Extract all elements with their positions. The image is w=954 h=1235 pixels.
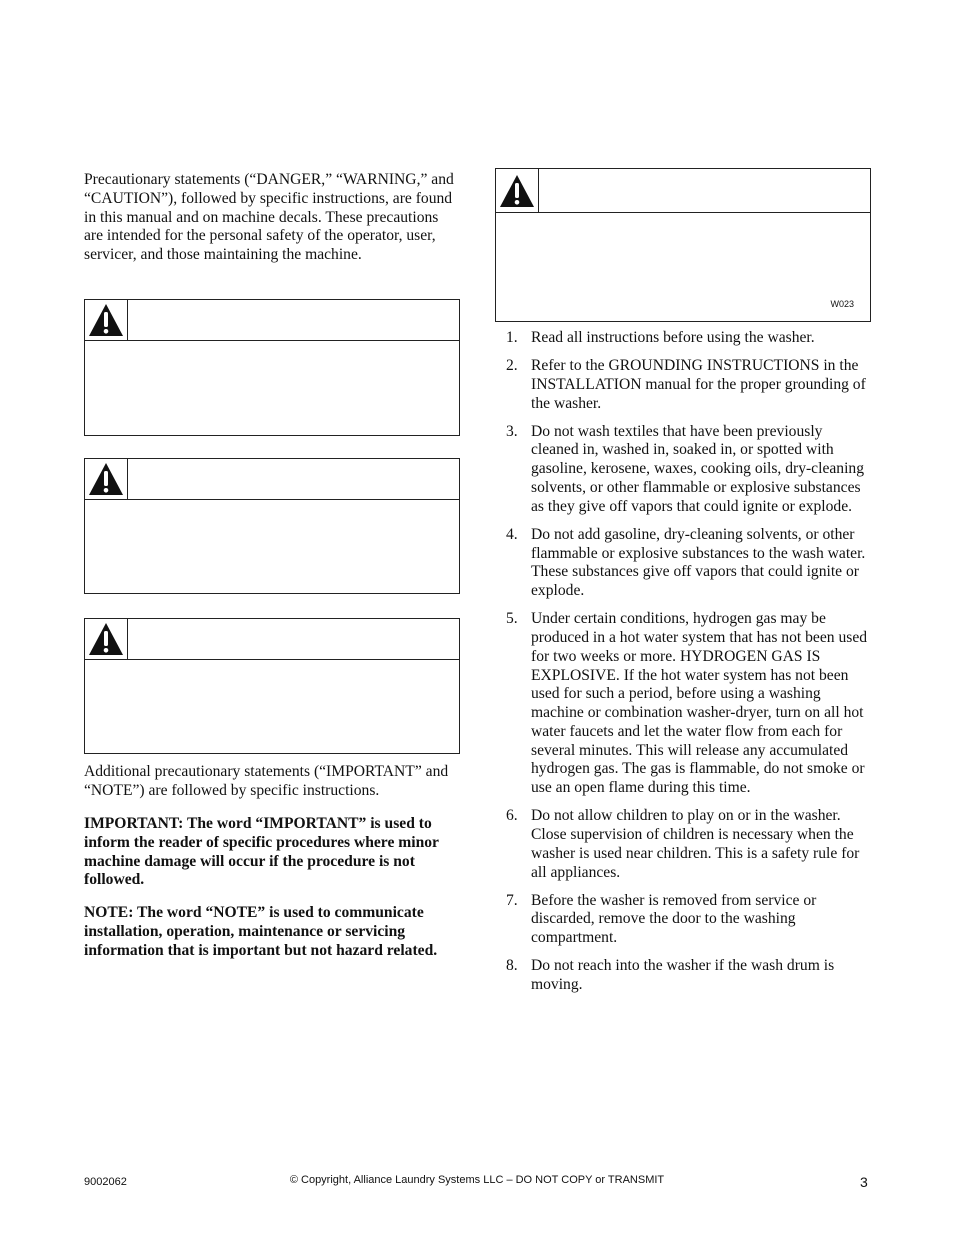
warning-triangle-icon xyxy=(85,459,128,499)
safety-box-header xyxy=(496,169,870,213)
list-item xyxy=(496,957,870,995)
list-item-text: Do not reach into the washer if the wash drum is moving. xyxy=(531,957,835,994)
list-item-number: 4. xyxy=(506,525,518,543)
list-item-text: Read all instructions before using the washer. xyxy=(531,329,815,346)
list-item-text: Do not wash textiles that have been previously cleaned in, washed in, soaked in, or spotted with gasoline, kerosene, waxes, cooking oils, dry-cleaning solvents, or other flammable or explosive substances as they give off vapors that could ignite or explode. xyxy=(531,422,865,515)
safety-box-2 xyxy=(84,458,460,594)
warning-triangle-icon xyxy=(496,169,539,212)
list-item-text: Do not add gasoline, dry-cleaning solvents, or other flammable or explosive substances to the wash water. These substances give off vapors that could ignite or explode. xyxy=(531,525,866,600)
list-item xyxy=(496,892,870,948)
list-item-number: 2. xyxy=(506,356,518,374)
list-item xyxy=(496,610,870,798)
footer-copyright: © Copyright, Alliance Laundry Systems LLC – DO NOT COPY or TRANSMIT xyxy=(289,1174,665,1186)
safety-box-header xyxy=(85,619,459,660)
note-paragraph: NOTE: The word “NOTE” is used to communicate installation, operation, maintenance or servicing information that is important but not hazard related. xyxy=(84,904,438,959)
list-item-number: 3. xyxy=(506,422,518,440)
safety-box-header xyxy=(85,300,459,341)
safety-box-1 xyxy=(84,299,460,436)
safety-instructions-list xyxy=(496,329,870,1004)
intro-paragraph: Precautionary statements (“DANGER,” “WARNING,” and “CAUTION”), followed by specific instructions, are found in this manual and on machine decals. These precautions are intended for the personal safety of the operator, user, servicer, and those maintaining the machine. xyxy=(84,171,454,264)
list-item-number: 7. xyxy=(506,891,518,909)
safety-box-3 xyxy=(84,618,460,754)
footer-page-number: 3 xyxy=(860,1174,868,1190)
list-item-text: Before the washer is removed from service or discarded, remove the door to the washing compartment. xyxy=(531,891,817,947)
list-item-number: 1. xyxy=(506,329,518,346)
list-item-number: 8. xyxy=(506,957,518,975)
list-item xyxy=(496,526,870,601)
list-item xyxy=(496,423,870,517)
safety-box-4 xyxy=(495,168,871,322)
list-item-number: 5. xyxy=(506,610,518,628)
list-item-number: 6. xyxy=(506,807,518,825)
warning-triangle-icon xyxy=(85,300,128,340)
list-item-text: Under certain conditions, hydrogen gas may be produced in a hot water system that has not been used for two weeks or more. HYDROGEN GAS IS EXPLOSIVE. If the hot water system has not been used for such a period, before using a washing machine or combination washer-dryer, turn on all hot water faucets and let the water flow from each for several minutes. This will release any accumulated hydrogen gas. The gas is flammable, do not smoke or use an open flame during this time. xyxy=(531,610,868,797)
list-item xyxy=(496,329,870,348)
warning-triangle-icon xyxy=(85,619,128,659)
additional-paragraph: Additional precautionary statements (“IMPORTANT” and “NOTE”) are followed by specific instructions. xyxy=(84,763,449,799)
list-item-text: Do not allow children to play on or in the washer. Close supervision of children is necessary when the washer is used near children. This is a safety rule for all appliances. xyxy=(531,807,860,881)
safety-box-header xyxy=(85,459,459,500)
list-item xyxy=(496,807,870,882)
list-item xyxy=(496,357,870,413)
important-paragraph: IMPORTANT: The word “IMPORTANT” is used to inform the reader of specific procedures where minor machine damage will occur if the procedure is not followed. xyxy=(84,815,439,889)
footer-doc-number: 9002062 xyxy=(84,1176,127,1188)
warning-code: W023 xyxy=(830,299,854,309)
list-item-text: Refer to the GROUNDING INSTRUCTIONS in the INSTALLATION manual for the proper grounding of the washer. xyxy=(531,356,866,412)
